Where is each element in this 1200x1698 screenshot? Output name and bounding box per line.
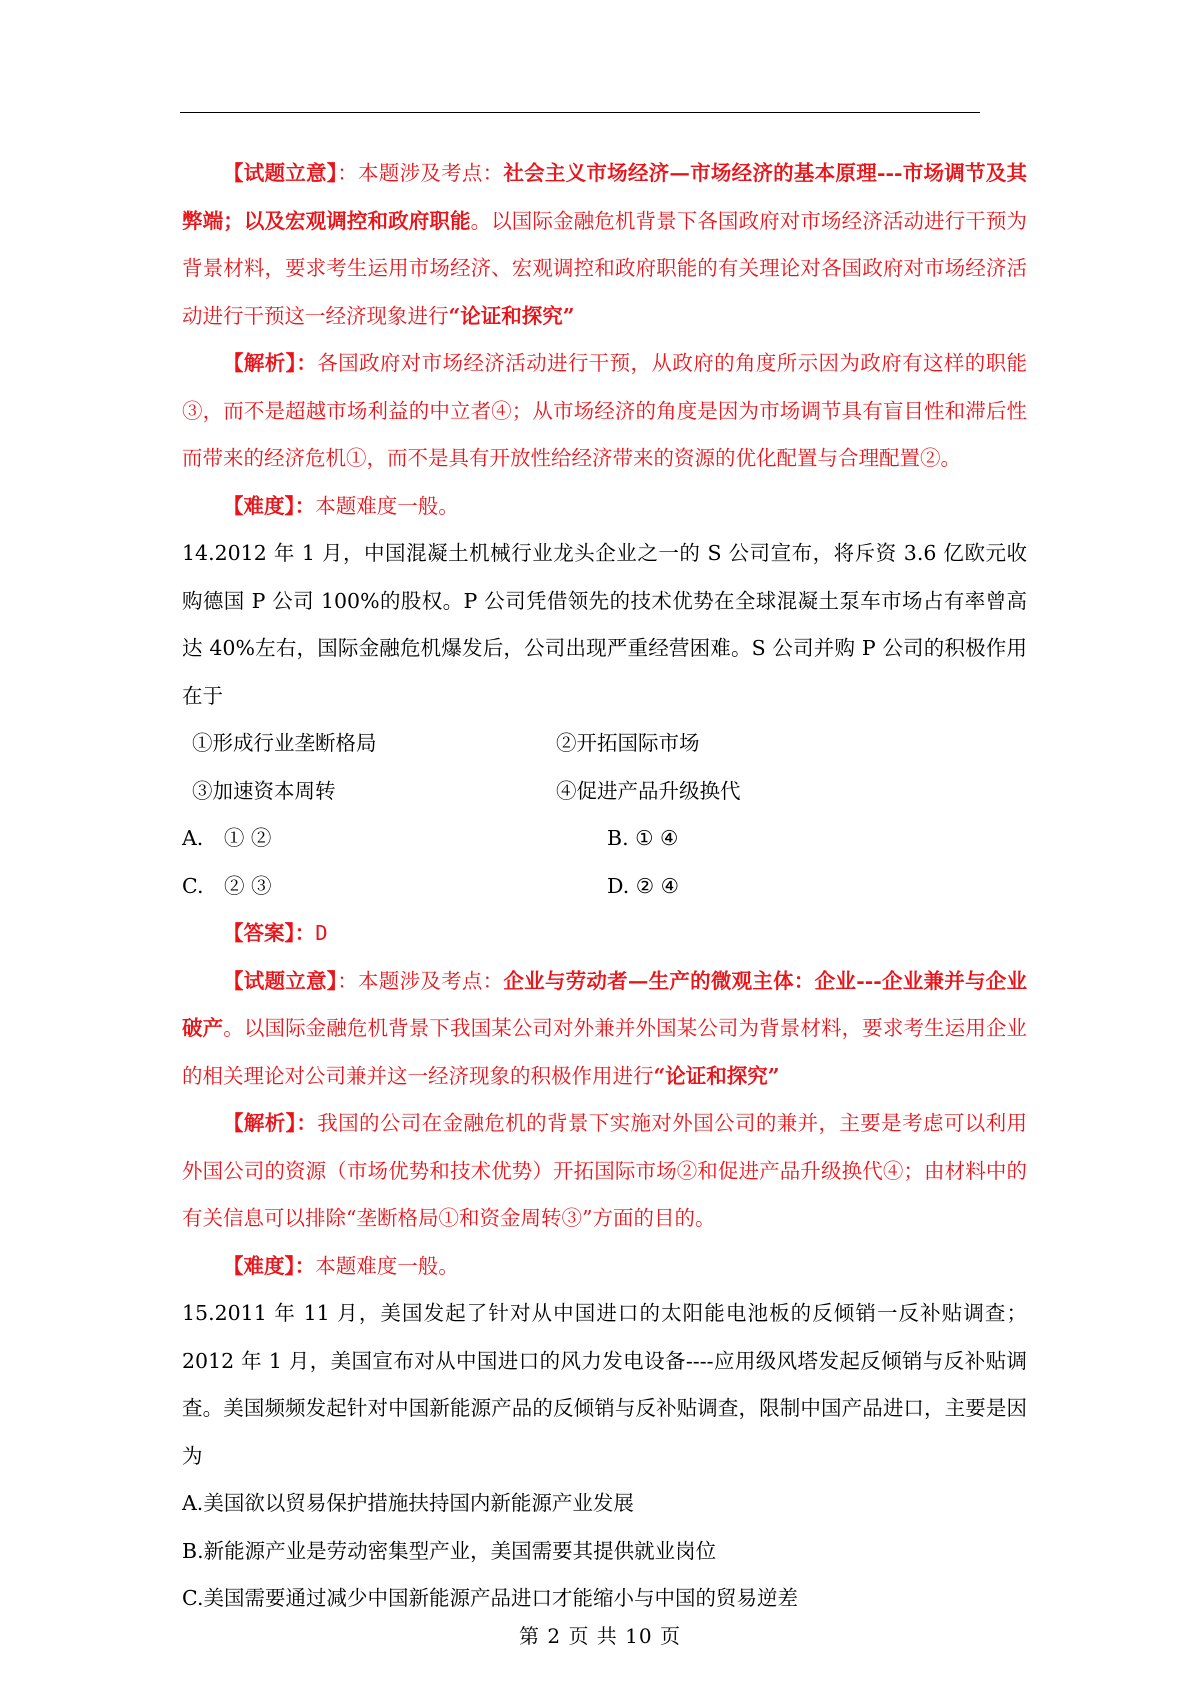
- header-rule: [180, 112, 980, 113]
- q13-analysis-label: 【解析】: [223, 351, 297, 375]
- q15-stem: 15.2011 年 11 月，美国发起了针对从中国进口的太阳能电池板的反倾销一反补贴调查；2012 年 1 月，美国宣布对从中国进口的风力发电设备----应用级风塔发起反倾销与反补贴调查。美国频频发起针对中国新能源产品的反倾销与反补贴调查，限制中国产品进口，主要是因为: [182, 1301, 1027, 1468]
- q13-intent-body: 。以国际金融危机背景下各国政府对市场经济活动进行干预为背景材料，要求考生运用市场经济、宏观调控和政府职能的有关理论对各国政府对市场经济活动进行干预这一经济现象进行: [182, 208, 1028, 328]
- q14-analysis-body: 我国的公司在金融危机的背景下实施对外国公司的兼并，主要是考虑可以利用外国公司的资源（市场优势和技术优势）开拓国际市场②和促进产品升级换代④；由材料中的有关信息可以排除“垄断格局①和资金周转③”方面的目的。: [182, 1111, 1028, 1230]
- q14-answer-colon: ：: [294, 921, 316, 945]
- q13-intent-label: 【试题立意】: [223, 161, 338, 185]
- q14-difficulty-label: 【难度】: [223, 1253, 295, 1278]
- q14-intent-topic: 企业与劳动者—生产的微观主体：企业---企业兼并与企业破产: [182, 968, 1028, 1040]
- q14-analysis: [182, 1100, 1027, 1243]
- q13-intent-topic: 社会主义市场经济—市场经济的基本原理---市场调节及其弊端；以及宏观调控和政府职能: [182, 161, 1028, 233]
- q14-items-row-1: [182, 720, 1027, 768]
- q14-intent-body: 。以国际金融危机背景下我国某公司对外兼并外国某公司为背景材料，要求考生运用企业的相关理论对公司兼并这一经济现象的积极作用进行: [182, 1016, 1028, 1088]
- q14-intent-end: “论证和探究”: [653, 1063, 780, 1088]
- q14-difficulty: [182, 1243, 1027, 1291]
- q14-item-1: ①形成行业垄断格局: [192, 731, 377, 755]
- q15-option-b: B.新能源产业是劳动密集型产业，美国需要其提供就业岗位: [182, 1538, 717, 1563]
- page-content: [182, 150, 1027, 1623]
- q14-answer-value: D: [315, 921, 328, 945]
- page-footer: 第 2 页 共 10 页: [519, 1624, 681, 1648]
- q14-intent: [182, 958, 1027, 1101]
- q13-difficulty-label: 【难度】: [223, 493, 295, 518]
- q14-answer: [182, 910, 1027, 958]
- q14-option-a: A. ① ②: [182, 826, 272, 850]
- q13-intent-end: “论证和探究”: [448, 303, 575, 328]
- q14-option-d: D. ② ④: [607, 873, 680, 898]
- q13-intent-colon: ：本题涉及考点：: [337, 161, 504, 185]
- q13-analysis-body: 各国政府对市场经济活动进行干预，从政府的角度所示因为政府有这样的职能③，而不是超越市场利益的中立者④；从市场经济的角度是因为市场调节具有盲目性和滞后性而带来的经济危机①，而不是具有开放性给经济带来的资源的优化配置与合理配置②。: [182, 351, 1028, 470]
- q14-item-4: ④促进产品升级换代: [556, 778, 741, 803]
- q14-stem: 14.2012 年 1 月，中国混凝土机械行业龙头企业之一的 S 公司宣布，将斥资 3.6 亿欧元收购德国 P 公司 100%的股权。P 公司凭借领先的技术优势在全球混凝土泵车市场占有率曾高达 40%左右，国际金融危机爆发后，公司出现严重经营困难。S 公司并购 P 公司的积极作用在于: [182, 541, 1027, 708]
- q14-analysis-colon: ：: [296, 1111, 318, 1135]
- q14-answer-label: 【答案】: [223, 921, 295, 945]
- q14-option-b: B. ① ④: [607, 826, 679, 850]
- q13-analysis: [182, 340, 1027, 483]
- q14-analysis-label: 【解析】: [223, 1111, 297, 1135]
- q14-difficulty-body: 本题难度一般。: [315, 1253, 459, 1278]
- q13-difficulty: [182, 483, 1027, 531]
- q14-options-row-1: [182, 815, 1027, 863]
- q14-intent-colon: ：本题涉及考点：: [337, 968, 504, 993]
- q14-options-row-2: [182, 863, 1027, 911]
- q13-difficulty-colon: ：: [294, 493, 316, 518]
- q15-option-c: C.美国需要通过减少中国新能源产品进口才能缩小与中国的贸易逆差: [182, 1586, 798, 1610]
- q13-analysis-colon: ：: [296, 351, 318, 375]
- q14-option-c: C. ② ③: [182, 873, 272, 898]
- q14-item-3: ③加速资本周转: [192, 778, 336, 803]
- q13-intent: [182, 150, 1027, 340]
- q14-intent-label: 【试题立意】: [223, 968, 338, 993]
- q14-items-row-2: [182, 768, 1027, 816]
- q14-item-2: ②开拓国际市场: [556, 731, 700, 755]
- q15-option-a: A.美国欲以贸易保护措施扶持国内新能源产业发展: [182, 1491, 634, 1515]
- q13-difficulty-body: 本题难度一般。: [315, 493, 459, 518]
- q14-difficulty-colon: ：: [294, 1253, 316, 1278]
